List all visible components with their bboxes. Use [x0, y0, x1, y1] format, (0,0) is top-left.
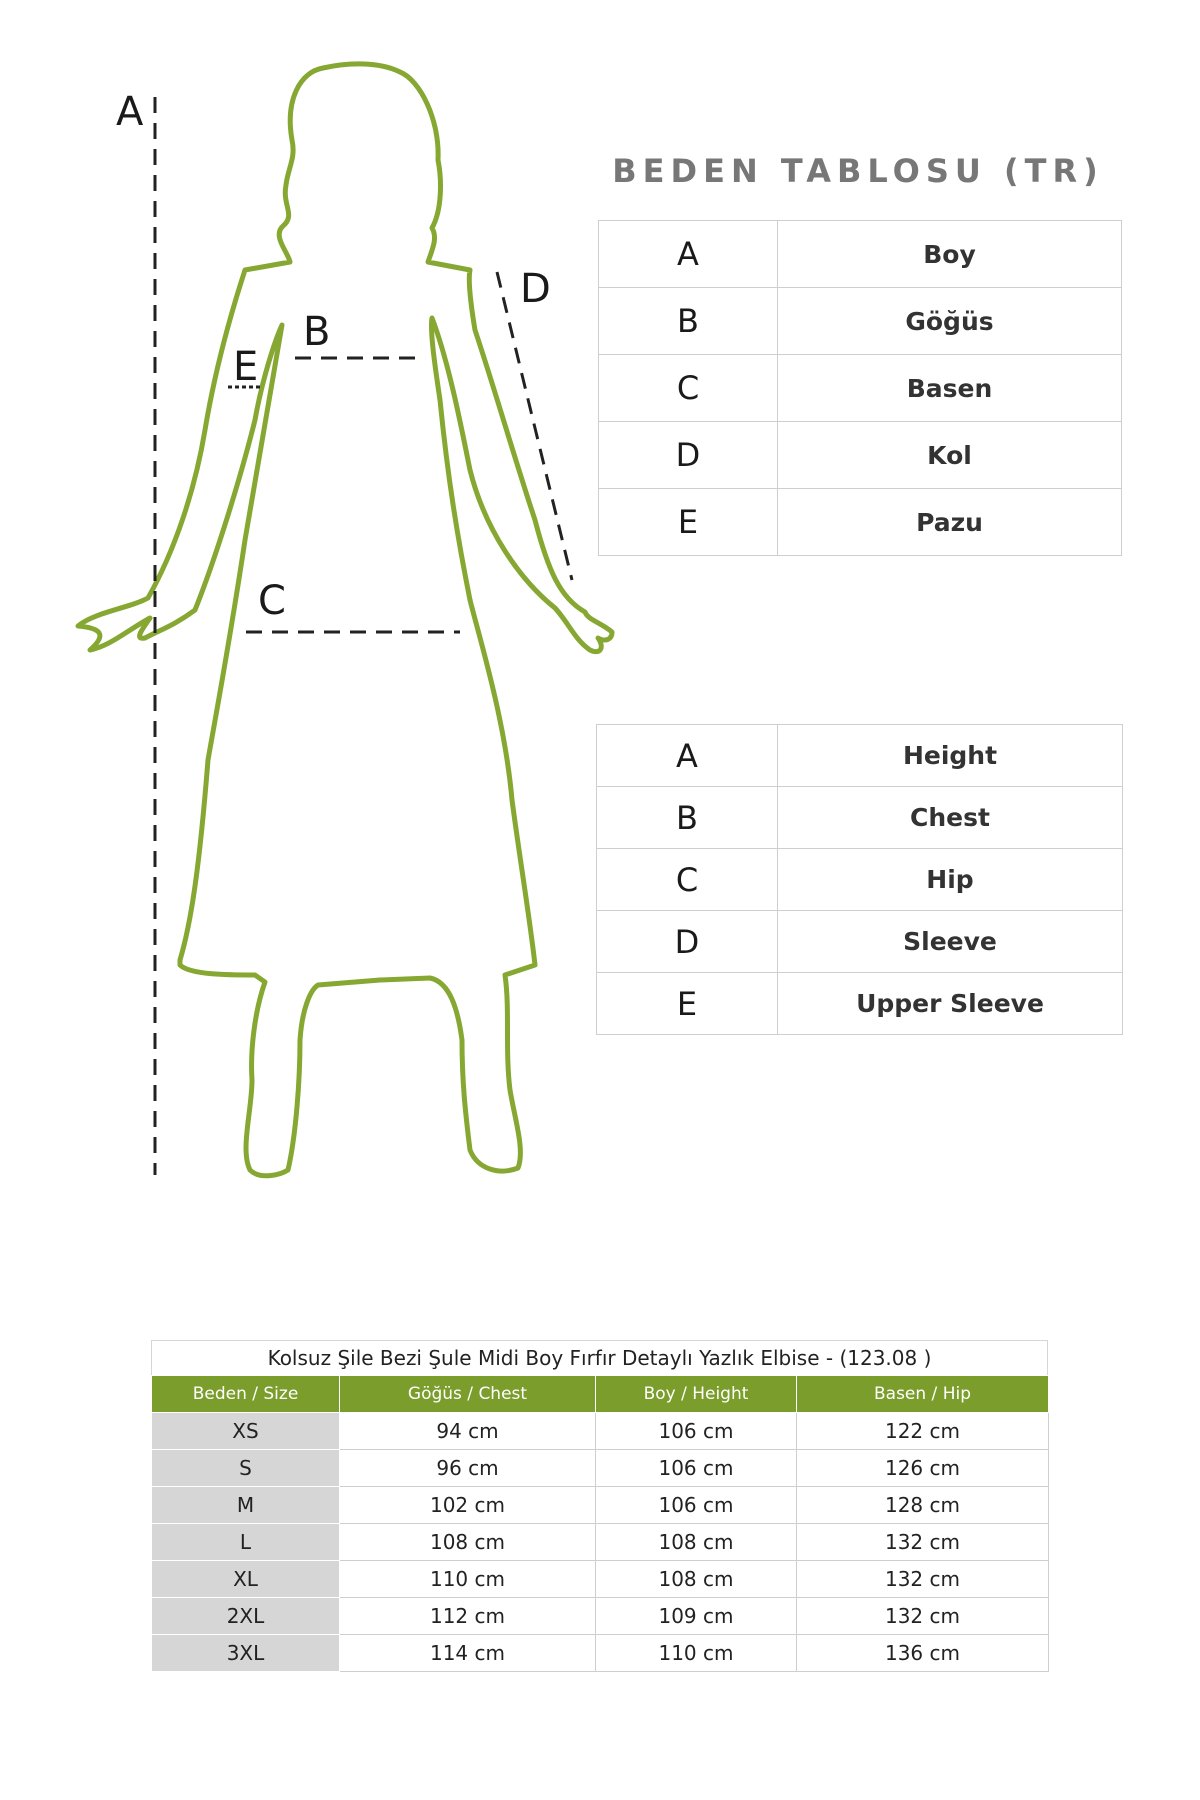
cell-size: 2XL	[152, 1598, 340, 1635]
size-table-header-row	[152, 1376, 1049, 1413]
label-e: E	[233, 344, 259, 390]
cell-hip: 122 cm	[797, 1413, 1049, 1450]
legend-row	[597, 725, 1123, 787]
legend-table-en	[596, 724, 1123, 1035]
legend-key: A	[599, 221, 778, 288]
table-row	[152, 1487, 1049, 1524]
legend-tr-body	[599, 221, 1122, 556]
cell-size: L	[152, 1524, 340, 1561]
table-row	[152, 1561, 1049, 1598]
cell-height: 106 cm	[596, 1413, 797, 1450]
cell-size: 3XL	[152, 1635, 340, 1672]
legend-key: B	[599, 288, 778, 355]
legend-key: E	[599, 489, 778, 556]
table-row	[152, 1450, 1049, 1487]
header-chest: Göğüs / Chest	[340, 1376, 596, 1413]
legend-row	[597, 911, 1123, 973]
legend-value: Kol	[778, 422, 1122, 489]
legend-row	[597, 849, 1123, 911]
cell-height: 108 cm	[596, 1524, 797, 1561]
legend-key: A	[597, 725, 778, 787]
legend-value: Basen	[778, 355, 1122, 422]
cell-hip: 132 cm	[797, 1598, 1049, 1635]
cell-hip: 132 cm	[797, 1524, 1049, 1561]
legend-value: Chest	[778, 787, 1123, 849]
legend-key: D	[597, 911, 778, 973]
legend-row	[599, 288, 1122, 355]
legend-row	[597, 973, 1123, 1035]
header-hip: Basen / Hip	[797, 1376, 1049, 1413]
guide-d-sleeve	[497, 272, 572, 580]
legend-row	[599, 221, 1122, 288]
legend-value: Pazu	[778, 489, 1122, 556]
legend-row	[599, 355, 1122, 422]
legend-value: Height	[778, 725, 1123, 787]
silhouette-outline	[78, 64, 612, 1176]
cell-height: 109 cm	[596, 1598, 797, 1635]
label-d: D	[520, 266, 551, 312]
cell-height: 110 cm	[596, 1635, 797, 1672]
cell-height: 106 cm	[596, 1450, 797, 1487]
cell-size: S	[152, 1450, 340, 1487]
legend-key: E	[597, 973, 778, 1035]
cell-size: XS	[152, 1413, 340, 1450]
legend-value: Göğüs	[778, 288, 1122, 355]
legend-value: Upper Sleeve	[778, 973, 1123, 1035]
size-table-body	[152, 1413, 1049, 1672]
size-table	[151, 1375, 1049, 1672]
cell-size: M	[152, 1487, 340, 1524]
size-chart-heading: BEDEN TABLOSU (TR)	[612, 152, 1104, 190]
cell-hip: 126 cm	[797, 1450, 1049, 1487]
legend-key: D	[599, 422, 778, 489]
table-row	[152, 1635, 1049, 1672]
cell-hip: 132 cm	[797, 1561, 1049, 1598]
product-title: Kolsuz Şile Bezi Şule Midi Boy Fırfır Detaylı Yazlık Elbise - (123.08 )	[151, 1340, 1048, 1375]
legend-row	[599, 422, 1122, 489]
dress-silhouette-figure	[0, 0, 700, 1220]
label-c: C	[258, 578, 286, 624]
cell-chest: 110 cm	[340, 1561, 596, 1598]
table-row	[152, 1598, 1049, 1635]
header-height: Boy / Height	[596, 1376, 797, 1413]
size-table-head	[152, 1376, 1049, 1413]
size-table-container	[151, 1340, 1048, 1672]
legend-row	[597, 787, 1123, 849]
label-b: B	[303, 309, 331, 355]
cell-hip: 128 cm	[797, 1487, 1049, 1524]
cell-size: XL	[152, 1561, 340, 1598]
legend-value: Hip	[778, 849, 1123, 911]
cell-chest: 102 cm	[340, 1487, 596, 1524]
table-row	[152, 1413, 1049, 1450]
cell-chest: 112 cm	[340, 1598, 596, 1635]
legend-key: C	[599, 355, 778, 422]
legend-value: Sleeve	[778, 911, 1123, 973]
legend-table-tr	[598, 220, 1122, 556]
label-a: A	[116, 89, 144, 135]
legend-key: B	[597, 787, 778, 849]
cell-chest: 96 cm	[340, 1450, 596, 1487]
legend-en-body	[597, 725, 1123, 1035]
cell-hip: 136 cm	[797, 1635, 1049, 1672]
header-size: Beden / Size	[152, 1376, 340, 1413]
legend-row	[599, 489, 1122, 556]
table-row	[152, 1524, 1049, 1561]
cell-height: 106 cm	[596, 1487, 797, 1524]
legend-key: C	[597, 849, 778, 911]
cell-chest: 108 cm	[340, 1524, 596, 1561]
legend-value: Boy	[778, 221, 1122, 288]
cell-chest: 114 cm	[340, 1635, 596, 1672]
cell-height: 108 cm	[596, 1561, 797, 1598]
cell-chest: 94 cm	[340, 1413, 596, 1450]
